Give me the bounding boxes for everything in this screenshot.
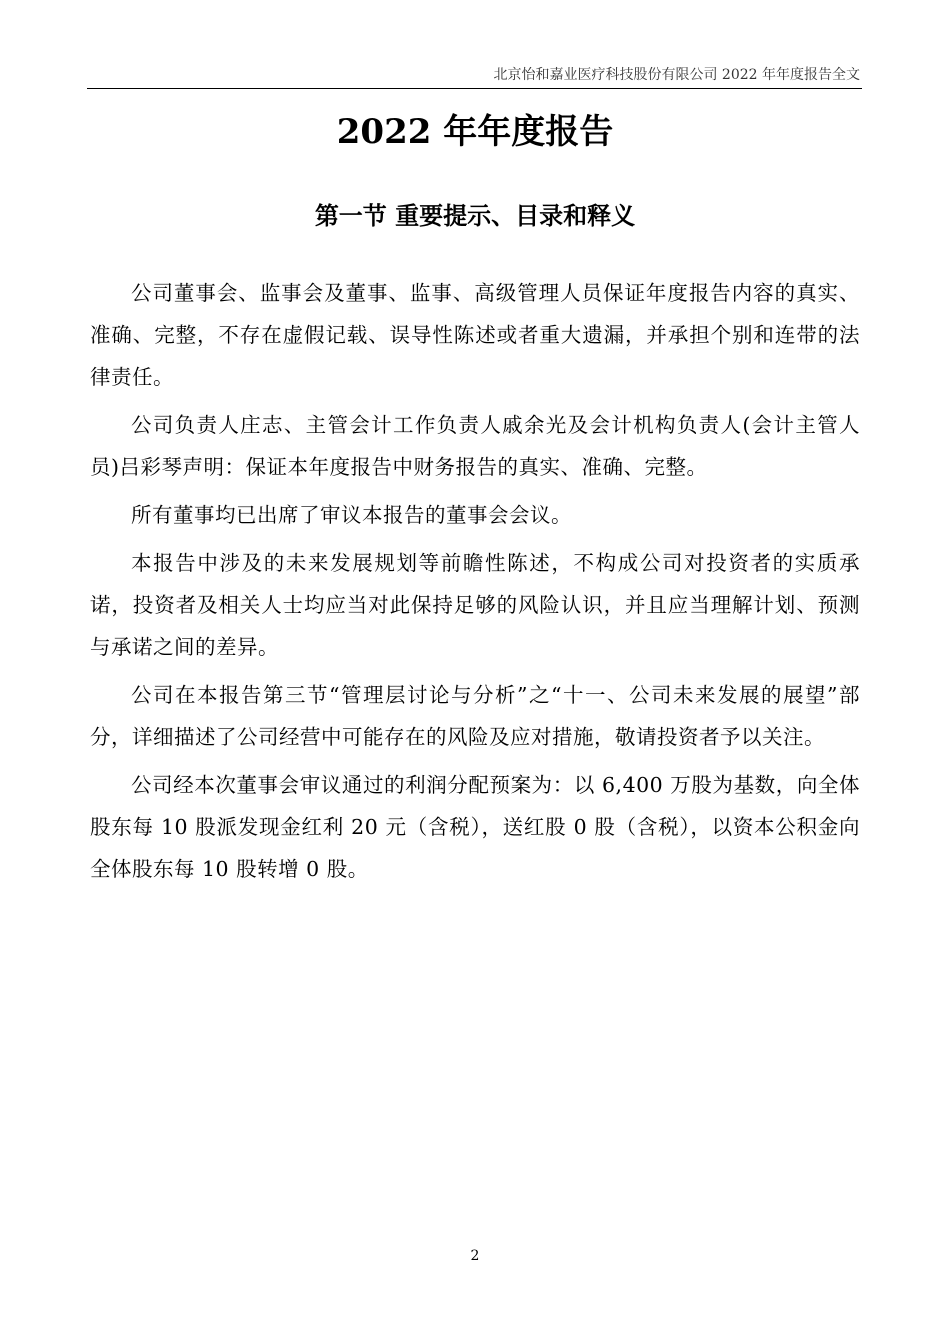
- paragraph-board-guarantee: 公司董事会、监事会及董事、监事、高级管理人员保证年度报告内容的真实、准确、完整，不存在虚假记载、误导性陈述或者重大遗漏，并承担个别和连带的法律责任。: [90, 281, 860, 389]
- paragraph-risk-notice: 公司在本报告第三节“管理层讨论与分析”之“十一、公司未来发展的展望”部分，详细描述了公司经营中可能存在的风险及应对措施，敬请投资者予以关注。: [90, 683, 860, 749]
- header-divider: [87, 88, 862, 89]
- running-header: 北京怡和嘉业医疗科技股份有限公司 2022 年年度报告全文: [493, 67, 860, 83]
- page-number: 2: [470, 1248, 480, 1264]
- paragraph-directors-attendance: 所有董事均已出席了审议本报告的董事会会议。: [131, 503, 572, 527]
- body-text: [90, 272, 860, 896]
- paragraph-profit-distribution: 公司经本次董事会审议通过的利润分配预案为：以 6,400 万股为基数，向全体股东每 10 股派发现金红利 20 元（含税），送红股 0 股（含税），以资本公积金向全体股东每 10 股转增 0 股。: [90, 773, 860, 881]
- document-title: 2022 年年度报告: [336, 112, 614, 152]
- paragraph-responsible-persons: 公司负责人庄志、主管会计工作负责人戚余光及会计机构负责人(会计主管人员)吕彩琴声明：保证本年度报告中财务报告的真实、准确、完整。: [90, 413, 860, 479]
- paragraph-forward-looking: 本报告中涉及的未来发展规划等前瞻性陈述，不构成公司对投资者的实质承诺，投资者及相关人士均应当对此保持足够的风险认识，并且应当理解计划、预测与承诺之间的差异。: [90, 551, 860, 659]
- section-title: 第一节 重要提示、目录和释义: [314, 201, 636, 230]
